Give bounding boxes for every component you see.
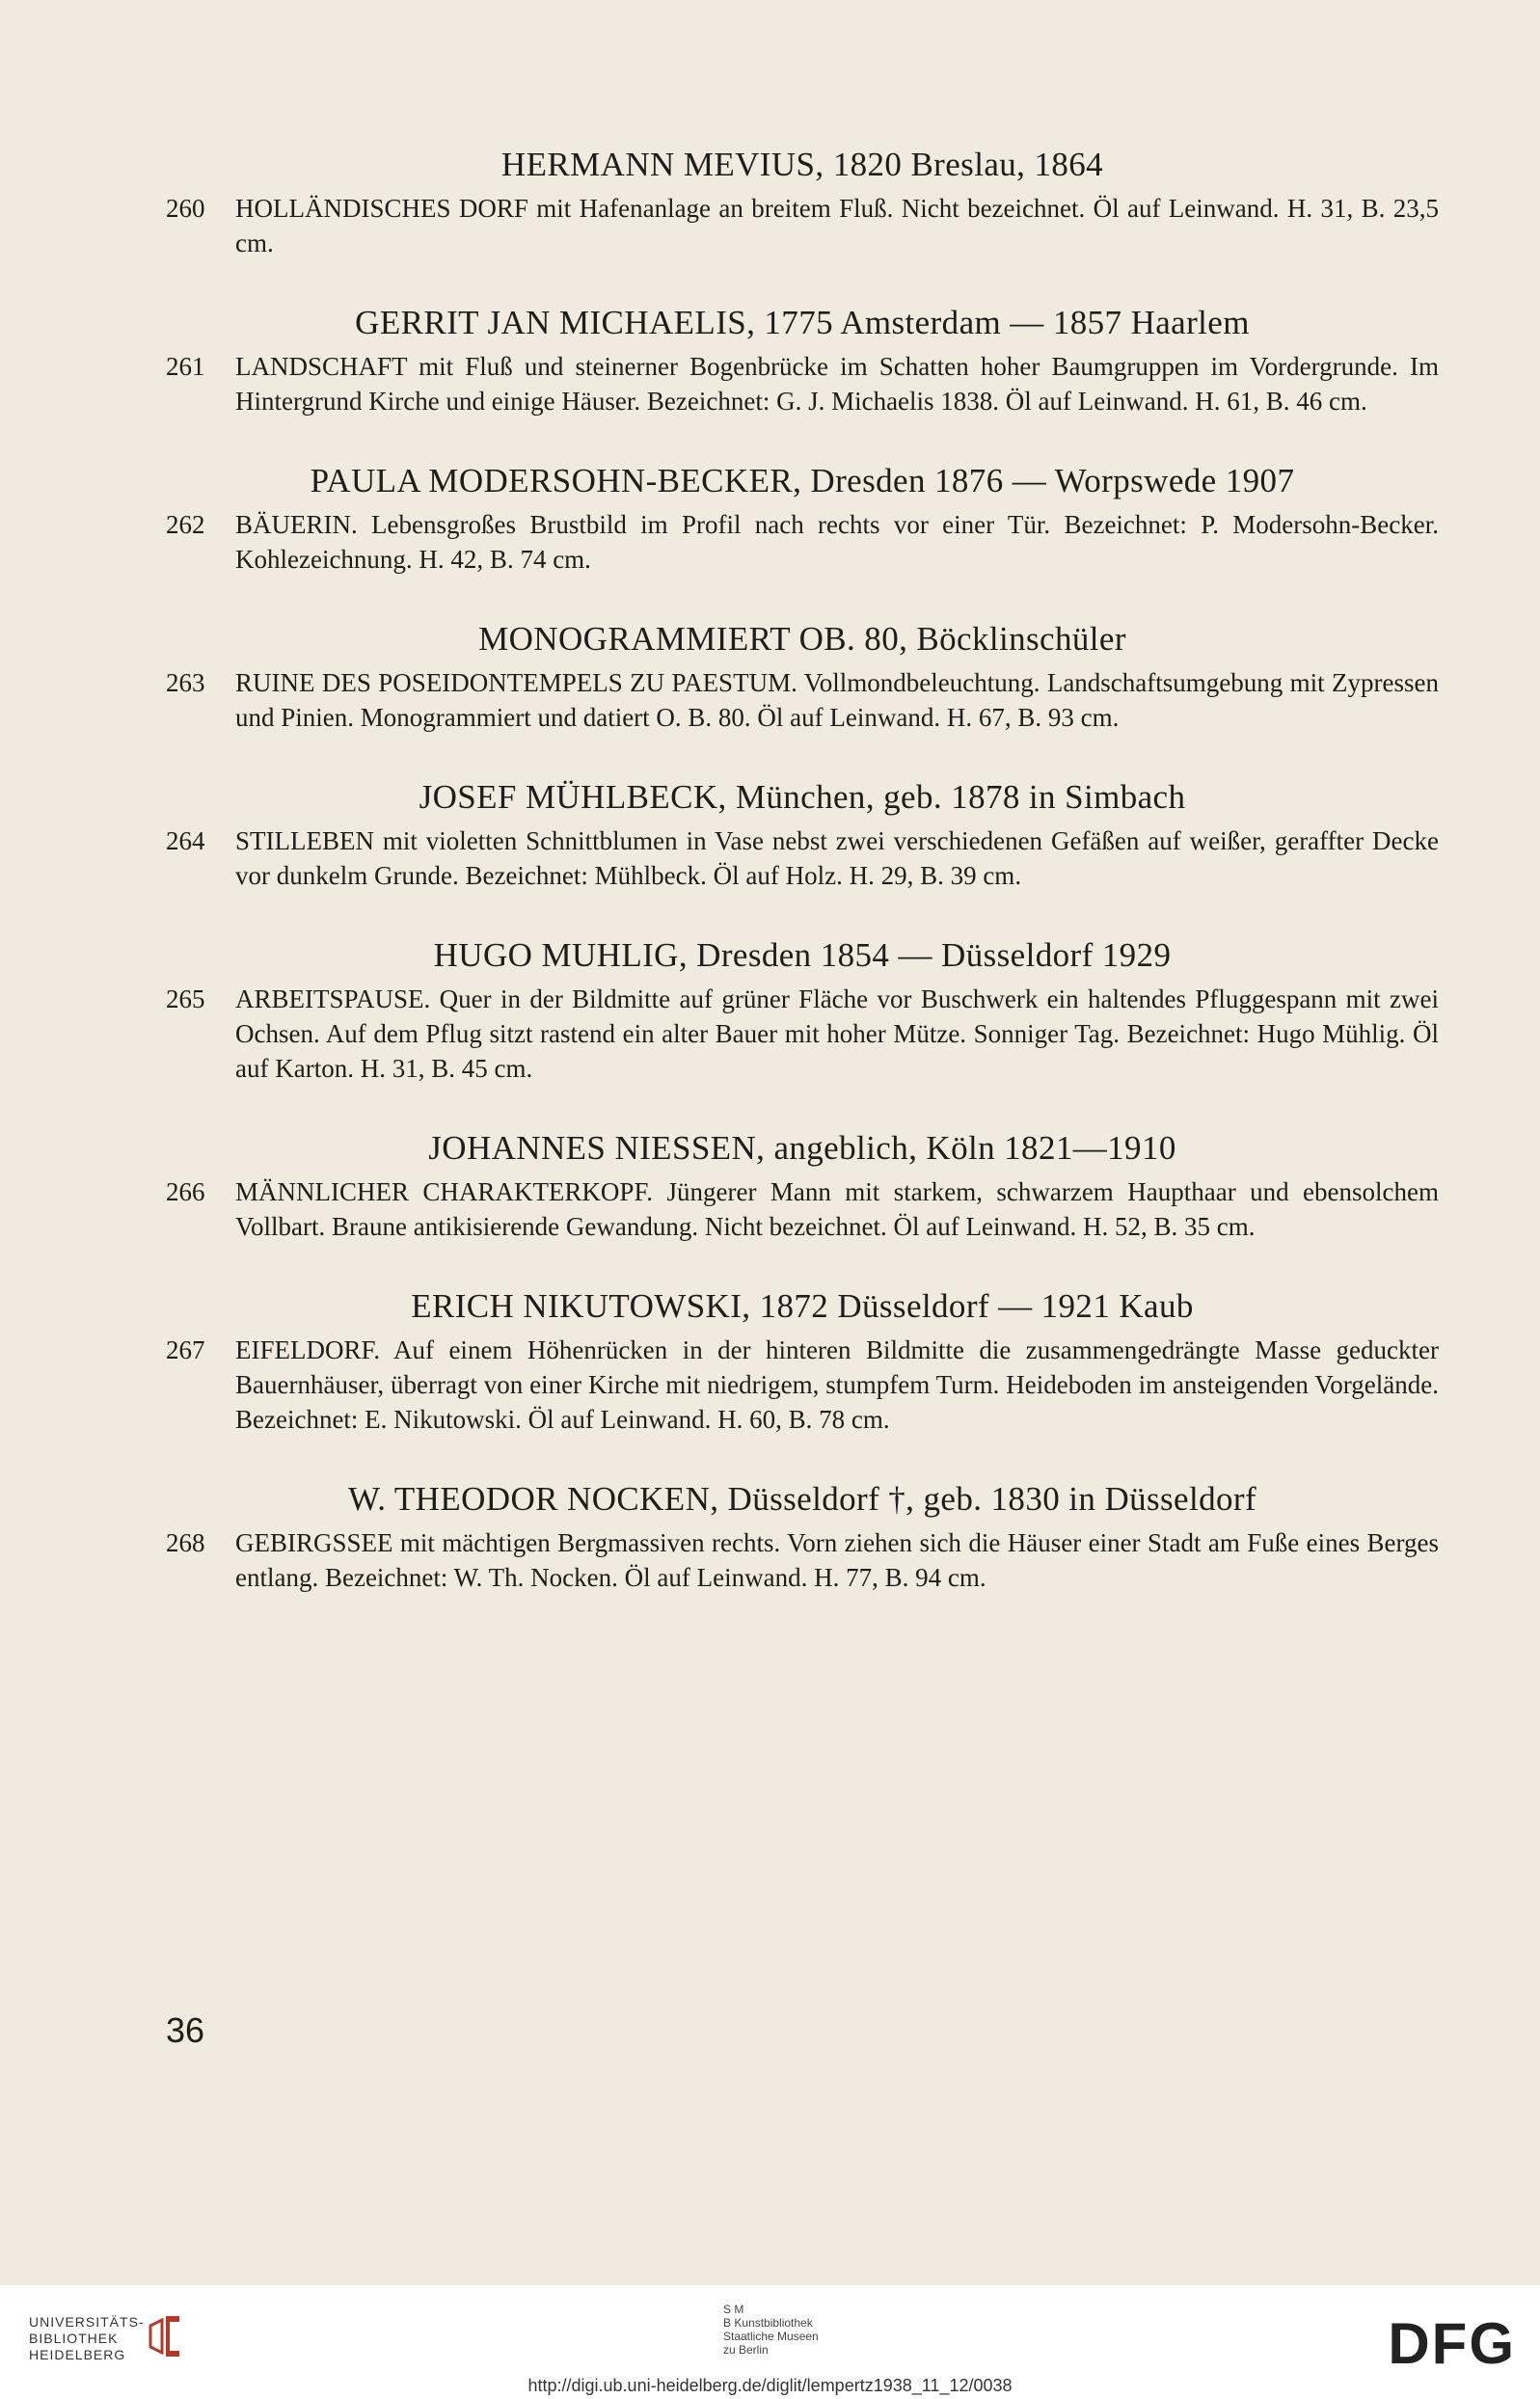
entry-text: LANDSCHAFT mit Fluß und steinerner Bogenbrücke im Schatten hoher Baumgruppen im Vordergrunde. Im Hintergrund Kirche und einige Häuser. Bezeichnet: G. J. Michaelis 1838. Öl auf Leinwand. H. 61, B. 46 cm.	[235, 352, 1439, 416]
lot-number: 267	[166, 1335, 205, 1364]
library-line: BIBLIOTHEK	[29, 2331, 119, 2346]
smb-line: Staatliche Museen	[723, 2330, 819, 2343]
lot-number: 266	[166, 1177, 205, 1206]
catalog-entry	[166, 1479, 1439, 1595]
artist-heading: JOHANNES NIESSEN, angeblich, Köln 1821—1910	[428, 1129, 1176, 1167]
entry-description	[166, 982, 1439, 1086]
smb-kunstbibliothek-text[interactable]	[723, 2303, 819, 2357]
entry-text: MÄNNLICHER CHARAKTERKOPF. Jüngerer Mann mit starkem, schwarzem Haupthaar und ebensolchem Vollbart. Braune antikisierende Gewandung. Nicht bezeichnet. Öl auf Leinwand. H. 52, B. 35 cm.	[235, 1177, 1439, 1241]
viewer-footer	[0, 2285, 1540, 2399]
catalog-entry	[166, 461, 1439, 577]
smb-line: zu Berlin	[723, 2343, 769, 2357]
lot-number: 264	[166, 826, 205, 855]
artist-heading: MONOGRAMMIERT OB. 80, Böcklinschüler	[478, 620, 1126, 658]
lot-number: 260	[166, 194, 205, 223]
library-line: UNIVERSITÄTS-	[29, 2314, 145, 2330]
library-name[interactable]	[29, 2314, 145, 2363]
entry-text: EIFELDORF. Auf einem Höhenrücken in der hinteren Bildmitte die zusammengedrängte Masse geduckter Bauernhäuser, überragt von einer Kirche mit niedrigem, stumpfem Turm. Heideboden im ansteigenden Vorgelände. Bezeichnet: E. Nikutowski. Öl auf Leinwand. H. 60, B. 78 cm.	[235, 1335, 1439, 1434]
catalog-entry	[166, 935, 1439, 1086]
entry-text: STILLEBEN mit violetten Schnittblumen in Vase nebst zwei verschiedenen Gefäßen auf weißer, geraffter Decke vor dunkelm Grunde. Bezeichnet: Mühlbeck. Öl auf Holz. H. 29, B. 39 cm.	[235, 826, 1439, 890]
artist-heading: HERMANN MEVIUS, 1820 Breslau, 1864	[500, 146, 1104, 183]
entry-text: RUINE DES POSEIDONTEMPELS ZU PAESTUM. Vollmondbeleuchtung. Landschaftsumgebung mit Zypressen und Pinien. Monogrammiert und datiert O. B. 80. Öl auf Leinwand. H. 67, B. 93 cm.	[235, 668, 1439, 732]
lot-number: 261	[166, 352, 205, 381]
entry-description	[166, 1174, 1439, 1244]
library-line: HEIDELBERG	[29, 2347, 126, 2362]
entry-description	[166, 665, 1439, 735]
entry-text: ARBEITSPAUSE. Quer in der Bildmitte auf grüner Fläche vor Buschwerk ein haltendes Pfluggespann mit zwei Ochsen. Auf dem Pflug sitzt rastend ein alter Bauer mit hoher Mütze. Sonniger Tag. Bezeichnet: Hugo Mühlig. Öl auf Karton. H. 31, B. 45 cm.	[235, 984, 1439, 1083]
page-number: 36	[166, 2010, 205, 2050]
entry-text: BÄUERIN. Lebensgroßes Brustbild im Profil nach rechts vor einer Tür. Bezeichnet: P. Modersohn-Becker. Kohlezeichnung. H. 42, B. 74 cm.	[235, 510, 1439, 574]
lot-number: 265	[166, 984, 205, 1013]
artist-heading: W. THEODOR NOCKEN, Düsseldorf †, geb. 1830 in Düsseldorf	[347, 1480, 1257, 1518]
smb-line: S M	[723, 2303, 744, 2316]
entry-text: GEBIRGSSEE mit mächtigen Bergmassiven rechts. Vorn ziehen sich die Häuser einer Stadt am Fuße eines Berges entlang. Bezeichnet: W. Th. Nocken. Öl auf Leinwand. H. 77, B. 94 cm.	[235, 1528, 1439, 1592]
lot-number: 262	[166, 510, 205, 539]
dfg-logo[interactable]: DFG	[1388, 2311, 1516, 2376]
catalog-entry	[166, 1128, 1439, 1244]
entry-description	[166, 1333, 1439, 1437]
entry-description	[166, 823, 1439, 893]
entry-description	[166, 349, 1439, 418]
university-library-logo-icon[interactable]	[145, 2312, 183, 2360]
artist-heading: GERRIT JAN MICHAELIS, 1775 Amsterdam — 1857 Haarlem	[355, 304, 1250, 341]
smb-line: B Kunstbibliothek	[723, 2316, 813, 2330]
entry-description	[166, 191, 1439, 260]
lot-number: 263	[166, 668, 205, 697]
entry-description	[166, 1525, 1439, 1595]
entry-text: HOLLÄNDISCHES DORF mit Hafenanlage an breitem Fluß. Nicht bezeichnet. Öl auf Leinwand. H. 31, B. 23,5 cm.	[235, 194, 1439, 257]
permalink-url[interactable]: http://digi.ub.uni-heidelberg.de/diglit/lempertz1938_11_12/0038	[527, 2376, 1013, 2395]
artist-heading: HUGO MUHLIG, Dresden 1854 — Düsseldorf 1929	[433, 936, 1172, 974]
catalog-entry	[166, 1286, 1439, 1437]
artist-heading: PAULA MODERSOHN-BECKER, Dresden 1876 — Worpswede 1907	[310, 462, 1295, 499]
artist-heading: ERICH NIKUTOWSKI, 1872 Düsseldorf — 1921 Kaub	[411, 1287, 1194, 1325]
lot-number: 268	[166, 1528, 205, 1557]
catalog-entries	[166, 145, 1439, 1637]
entry-description	[166, 507, 1439, 577]
catalog-entry	[166, 619, 1439, 735]
catalog-entry	[166, 777, 1439, 893]
artist-heading: JOSEF MÜHLBECK, München, geb. 1878 in Simbach	[419, 778, 1186, 816]
catalog-entry	[166, 145, 1439, 260]
catalog-entry	[166, 303, 1439, 418]
